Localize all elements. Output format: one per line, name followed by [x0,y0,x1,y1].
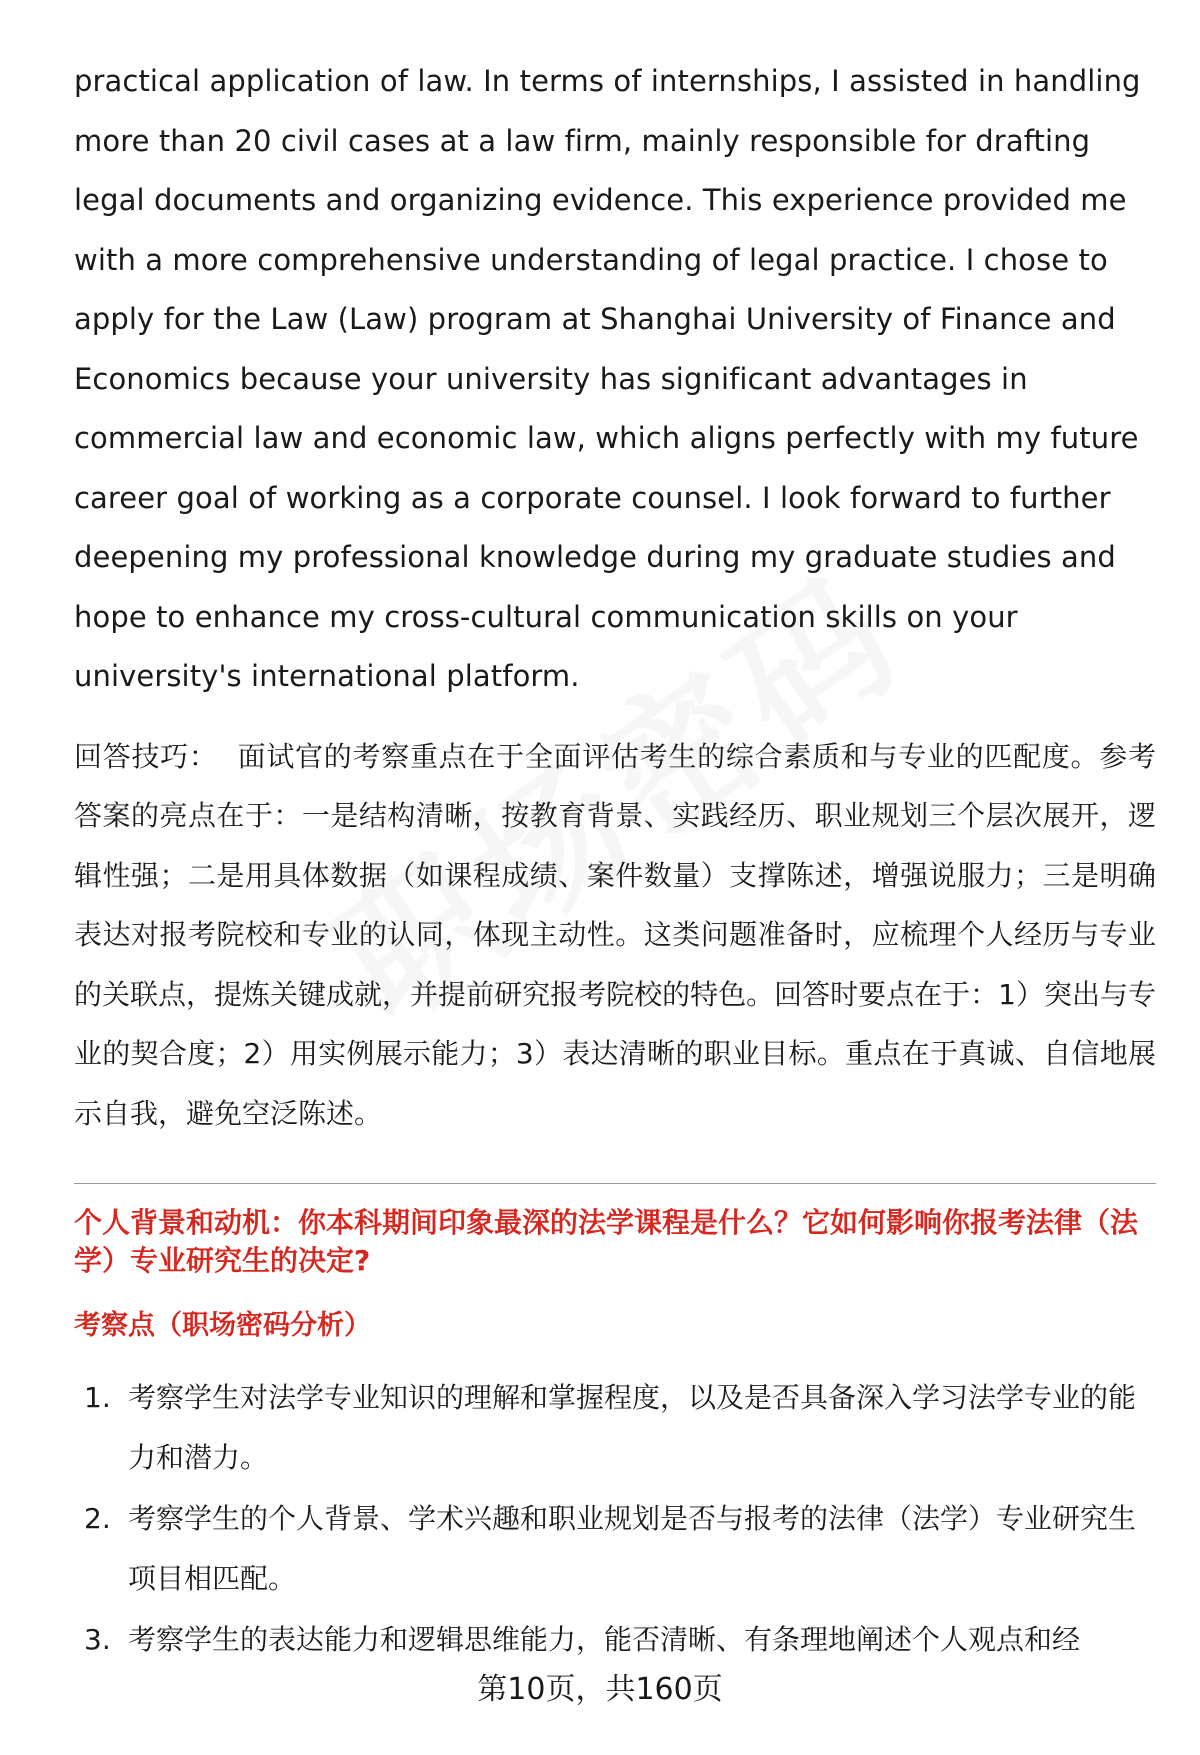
list-number: 1. [84,1381,111,1414]
assessment-points-list [74,1368,1156,1670]
question-heading: 个人背景和动机：你本科期间印象最深的法学课程是什么？它如何影响你报考法律（法学）专业研究生的决定? [74,1206,1139,1277]
answer-paragraph: practical application of law. In terms of internships, I assisted in handling more than 20 civil cases at a law firm, mainly responsible for drafting legal documents and organizing evidence. This experience provided me with a more comprehensive understanding of legal practice. I chose to apply for the Law (Law) program at Shanghai University of Finance and Economics because your university has significant advantages in commercial law and economic law, which aligns perfectly with my future career goal of working as a corporate counsel. I look forward to further deepening my professional knowledge during my graduate studies and hope to enhance my cross-cultural communication skills on your university's international platform. [74,64,1141,693]
list-number: 2. [84,1502,111,1535]
list-item-text: 考察学生的个人背景、学术兴趣和职业规划是否与报考的法律（法学）专业研究生项目相匹配。 [128,1502,1137,1595]
list-item-text: 考察学生的表达能力和逻辑思维能力，能否清晰、有条理地阐述个人观点和经 [128,1623,1081,1656]
list-item [74,1368,1156,1487]
tips-text: 面试官的考察重点在于全面评估考生的综合素质和与专业的匹配度。参考答案的亮点在于：一是结构清晰，按教育背景、实践经历、职业规划三个层次展开，逻辑性强；二是用具体数据（如课程成绩、案件数量）支撑陈述，增强说服力；三是明确表达对报考院校和专业的认同，体现主动性。这类问题准备时，应梳理个人经历与专业的关联点，提炼关键成就，并提前研究报考院校的特色。回答时要点在于：1）突出与专业的契合度；2）用实例展示能力；3）表达清晰的职业目标。重点在于真诚、自信地展示自我，避免空泛陈述。 [74,739,1156,1130]
list-number: 3. [84,1623,111,1656]
list-item-text: 考察学生对法学专业知识的理解和掌握程度，以及是否具备深入学习法学专业的能力和潜力。 [128,1381,1137,1474]
section-divider [74,1183,1156,1184]
assessment-subheading: 考察点（职场密码分析） [74,1310,371,1341]
list-item [74,1610,1156,1670]
page-content [74,52,1156,1672]
list-item [74,1489,1156,1608]
page-footer: 第10页，共160页 [477,1672,723,1707]
tips-label: 回答技巧： [74,739,218,773]
answer-tips [74,727,1156,1144]
